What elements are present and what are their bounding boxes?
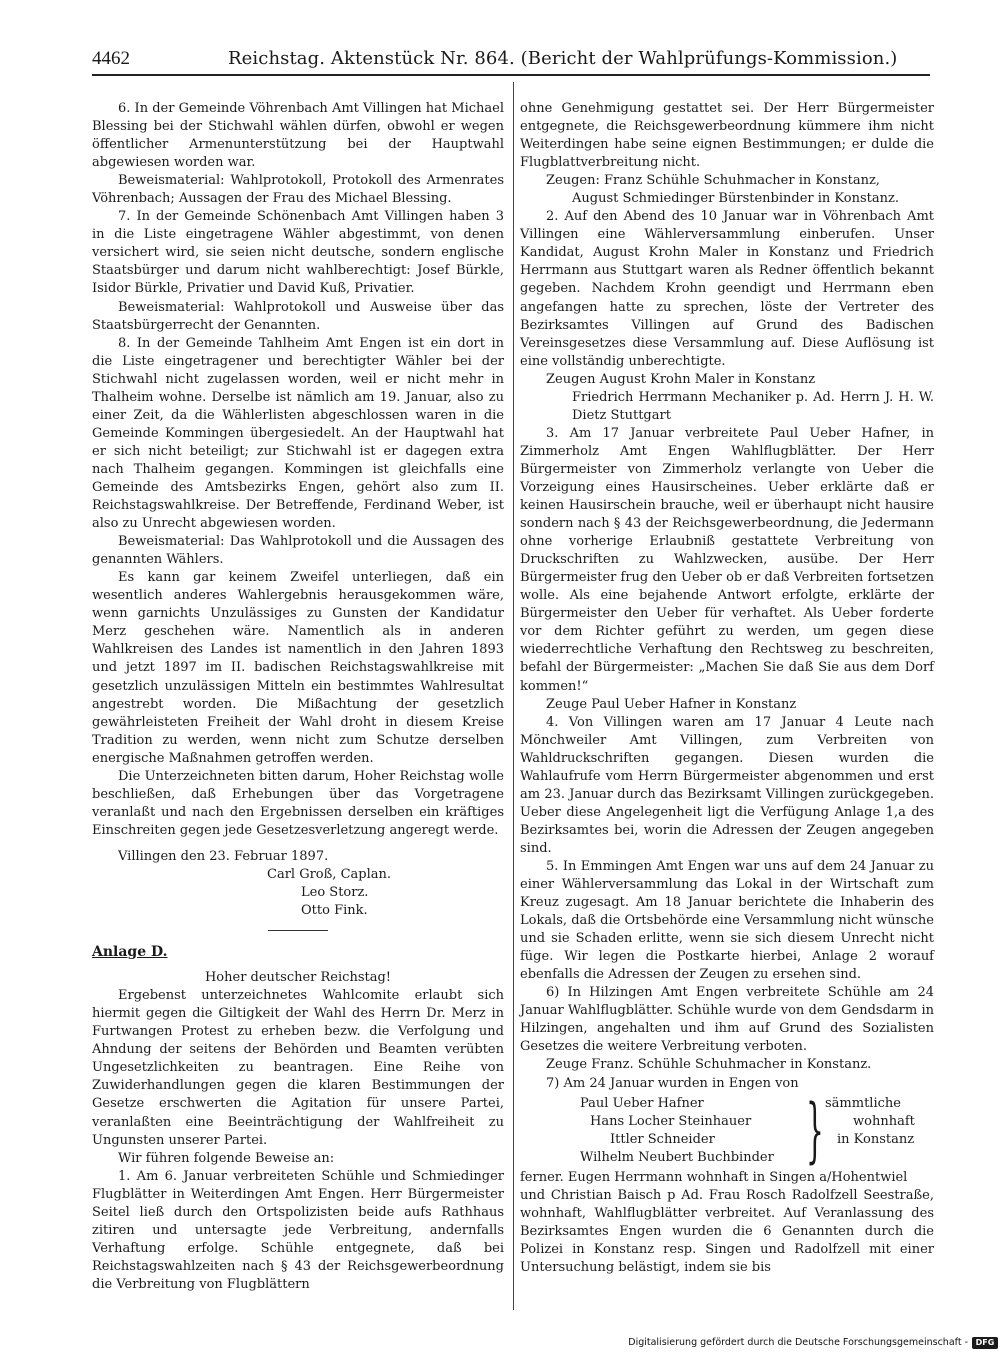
paragraph: 7) Am 24 Januar wurden in Engen von xyxy=(546,1075,799,1091)
brace-text-line: sämmtliche xyxy=(825,1095,901,1111)
page-number: 4462 xyxy=(92,48,130,69)
paragraph: Die Unterzeichneten bitten darum, Hoher Reichstag wolle beschließen, daß Erhebungen über das Vorgetragene veranlaßt und nach den Ergebnissen derselben ein kräftiges Einschreiten gegen jede Gesetzesverletzung angeregt werde. xyxy=(92,768,504,838)
paragraph: 3. Am 17 Januar verbreitete Paul Ueber Hafner, in Zimmerholz Amt Engen Wahlflugblätter. Der Herr Bürgermeister von Zimmerholz verlangte von Ueber die Vorzeigung eines Hausirscheines. Ueber erklärte daß er keinen Hausirschein brauche, weil er überhaupt nicht hausire sondern nach § 43 der Reichsgewerbeordnung, die Jedermann ohne vorherige Erlaubniß gestattete Verbreitung von Druckschriften zu Wahlzwecken, ausübe. Der Herr Bürgermeister frug den Ueber ob er daß Verbreiten fortsetzen wolle. Als eine bejahende Antwort erfolgte, erklärte der Bürgermeister den Ueber für verhaftet. Als Ueber forderte vor dem Richter geführt zu werden, um gegen diese wiederrechtliche Verhaftung den Rechtsweg zu beschreiten, befahl der Bürgermeister: „Machen Sie daß Sie aus dem Dorf kommen!“ xyxy=(520,425,934,694)
running-title: Reichstag. Aktenstück Nr. 864. (Bericht der Wahlprüfungs-Kommission.) xyxy=(228,48,898,69)
curly-brace-icon: } xyxy=(806,1088,824,1171)
paragraph: 7. In der Gemeinde Schönenbach Amt Villingen haben 3 in die Liste eingetragene Wähler abgestimmt, von denen versichert wird, sie seien nicht deutsche, sondern englische Staatsbürger und darum nicht wahlberechtigt: Josef Bürkle, Isidor Bürkle, Privatier und David Kuß, Privatier. xyxy=(92,209,504,297)
list-item: Ittler Schneider xyxy=(610,1131,715,1147)
brace-text-line: in Konstanz xyxy=(837,1131,915,1147)
brace-annotation xyxy=(825,1095,935,1149)
signatures xyxy=(267,866,504,920)
witness-line: Friedrich Herrmann Mechaniker p. Ad. Herrn J. H. W. Dietz Stuttgart xyxy=(572,389,934,423)
paragraph: 1. Am 6. Januar verbreiteten Schühle und Schmiedinger Flugblätter in Weiterdingen Amt Engen. Herr Bürgermeister Seitel ließ durch den Ortspolizisten beide aufs Rathhaus zitiren und untersagte jede Verbreitung, andernfalls Verhaftung erfolge. Schühle entgegnete, daß bei Reichstagswahlzeiten nach § 43 der Reichsgewerbeordnung die Verbreitung von Flugblättern xyxy=(92,1168,504,1292)
paragraph: Wir führen folgende Beweise an: xyxy=(118,1150,335,1166)
list-item: Hans Locher Steinhauer xyxy=(590,1113,752,1129)
signature-line: Carl Groß, Caplan. xyxy=(267,866,392,882)
witness-line: August Schmiedinger Bürstenbinder in Konstanz. xyxy=(572,191,899,207)
running-header xyxy=(92,44,930,76)
annex-heading: Anlage D. xyxy=(92,944,168,961)
list-item: Paul Ueber Hafner xyxy=(580,1095,704,1111)
footer-credit xyxy=(600,1336,998,1350)
witness-line: Zeuge Franz. Schühle Schuhmacher in Konstanz. xyxy=(546,1057,872,1073)
paragraph: 6) In Hilzingen Amt Engen verbreitete Schühle am 24 Januar Wahlflugblätter. Schühle wurde von dem Gendsdarm in Hilzingen, angehalten und ihm auf Grund des Sozialisten Gesetzes die weitere Verbreitung verboten. xyxy=(520,985,934,1055)
paragraph: ferner. Eugen Herrmann wohnhaft in Singen a/Hohentwiel xyxy=(520,1169,908,1185)
paragraph: Beweismaterial: Wahlprotokoll, Protokoll des Armenrates Vöhrenbach; Aussagen der Frau des Michael Blessing. xyxy=(92,173,504,207)
salutation: Hoher deutscher Reichstag! xyxy=(204,970,392,986)
paragraph: 5. In Emmingen Amt Engen war uns auf dem 24 Januar zu einer Wählerversammlung das Lokal in der Wirtschaft zum Kreuz zugesagt. Am 18 Januar berichtete die Inhaberin des Lokals, daß die Ortsbehörde eine Versammlung nicht wünsche und sie Schaden erlitte, wenn sie sich diesem Unrecht nicht füge. Wir legen die Postkarte hierbei, Anlage 2 worauf ebenfalls die Adressen der Zeugen zu ersehen sind. xyxy=(520,858,934,983)
column-divider xyxy=(513,82,514,1310)
list-item: Wilhelm Neubert Buchbinder xyxy=(580,1149,774,1165)
paragraph: Es kann gar keinem Zweifel unterliegen, daß ein wesentlich anderes Wahlergebnis herausgekommen wäre, wenn garnichts Unzulässiges zu Gunsten der Kandidatur Merz geschehen wäre. Namentlich als in anderen Wahlkreisen des Landes ist namentlich in den Jahren 1893 und jetzt 1897 im II. badischen Reichstagswahlkreise mit gesetzlich unzulässigen Mitteln ein bestimmtes Wahlresultat angestrebt worden. Die Mißachtung der gesetzlich gewährleisteten Freiheit der Wahl droht in diesem Kreise Tradition zu werden, wenn nicht zum Schutze derselben energische Maßnahmen getroffen werden. xyxy=(92,570,504,766)
paragraph: 4. Von Villingen waren am 17 Januar 4 Leute nach Mönchweiler Amt Villingen, zum Verbreiten von Wahldruckschriften gegangen. Diesen wurden die Wahlaufrufe vom Herrn Bürgermeister abgenommen und erst am 23. Januar durch das Bezirksamt Villingen zurückgegeben. Ueber diese Angelegenheit ligt die Verfügung Anlage 1,a des Bezirksamtes bei, worin die Adressen der Zeugen angegeben sind. xyxy=(520,714,934,856)
section-rule xyxy=(268,930,328,931)
paragraph: und Christian Baisch p Ad. Frau Rosch Radolfzell Seestraße, wohnhaft, Wahlflugblätter verbreitet. Auf Veranlassung des Bezirksamtes Engen wurden die 6 Genannten durch die Polizei in Konstanz resp. Singen und Radolfzell mit einer Untersuchung belästigt, indem sie bis xyxy=(520,1187,934,1275)
right-column xyxy=(520,100,934,1277)
names-list xyxy=(580,1095,820,1167)
paragraph: 2. Auf den Abend des 10 Januar war in Vöhrenbach Amt Villingen eine Wählerversammlung einberufen. Unser Kandidat, August Krohn Maler in Konstanz und Friedrich Herrmann aus Stuttgart waren als Redner öffentlich bekannt gegeben. Nachdem Krohn geendigt und Herrmann eben angefangen hatte zu sprechen, löste der Vertreter des Bezirksamtes Villingen auf Grund des Badischen Vereinsgesetzes diese Versammlung auf. Diese Auflösung ist eine vollständig unberechtigte. xyxy=(520,209,934,369)
paragraph: Beweismaterial: Das Wahlprotokoll und die Aussagen des genannten Wählers. xyxy=(92,534,504,568)
paragraph: 6. In der Gemeinde Vöhrenbach Amt Villingen hat Michael Blessing bei der Stichwahl wählen dürfen, obwohl er wegen öffentlicher Armenunterstützung bei der Hauptwahl abgewiesen worden war. xyxy=(92,101,504,171)
signature-line: Leo Storz. xyxy=(301,885,369,901)
paragraph: Beweismaterial: Wahlprotokoll und Ausweise über das Staatsbürgerrecht der Genannten. xyxy=(92,299,504,333)
witness-line: Zeugen: Franz Schühle Schuhmacher in Konstanz, xyxy=(546,173,880,189)
dfg-logo: DFG xyxy=(972,1337,998,1349)
witness-list xyxy=(520,1088,934,1171)
witness-line: Zeuge Paul Ueber Hafner in Konstanz xyxy=(546,696,797,712)
place-date: Villingen den 23. Februar 1897. xyxy=(118,848,329,864)
left-column xyxy=(92,100,504,1294)
footer-text: Digitalisierung gefördert durch die Deutsche Forschungsgemeinschaft - xyxy=(628,1337,968,1348)
witness-line: Zeugen August Krohn Maler in Konstanz xyxy=(546,371,816,387)
paragraph: ohne Genehmigung gestattet sei. Der Herr Bürgermeister entgegnete, die Reichsgewerbeordnung kümmere ihm nicht Weiterdingen habe seine eignen Bestimmungen; er dulde die Flugblattverbreitung nicht. xyxy=(520,101,934,171)
brace-text-line: wohnhaft xyxy=(853,1113,915,1129)
signature-line: Otto Fink. xyxy=(301,903,368,919)
paragraph: Ergebenst unterzeichnetes Wahlcomite erlaubt sich hiermit gegen die Giltigkeit der Wahl des Herrn Dr. Merz in Furtwangen Protest zu erheben bezw. die Verfolgung und Ahndung der seitens der Behörden und Beamten verübten Ungesetzlichkeiten zu beantragen. Eine Reihe von Zuwiderhandlungen gegen die klaren Bestimmungen der Gesetze erschwerten die Agitation für unsere Partei, veranlaßten eine Beeinträchtigung der Wahlfreiheit zu Ungunsten unserer Partei. xyxy=(92,988,504,1148)
paragraph: 8. In der Gemeinde Tahlheim Amt Engen ist ein dort in die Liste eingetragener und berechtigter Wähler bei der Stichwahl nicht zugelassen worden, weil er nicht mehr in Thalheim wohne. Derselbe ist nämlich am 19. Januar, also zu einer Zeit, da die Wählerlisten abgeschlossen waren in die Gemeinde Kommingen übergesiedelt. An der Hauptwahl hat er sich nicht beteiligt; zur Stichwahl ist er dagegen extra nach Thalheim gegangen. Kommingen ist gleichfalls eine Gemeinde des Amtsbezirks Engen, gehört also zum II. Reichstagswahlkreise. Der Betreffende, Ferdinand Weber, ist also zu Unrecht abgewiesen worden. xyxy=(92,335,504,532)
